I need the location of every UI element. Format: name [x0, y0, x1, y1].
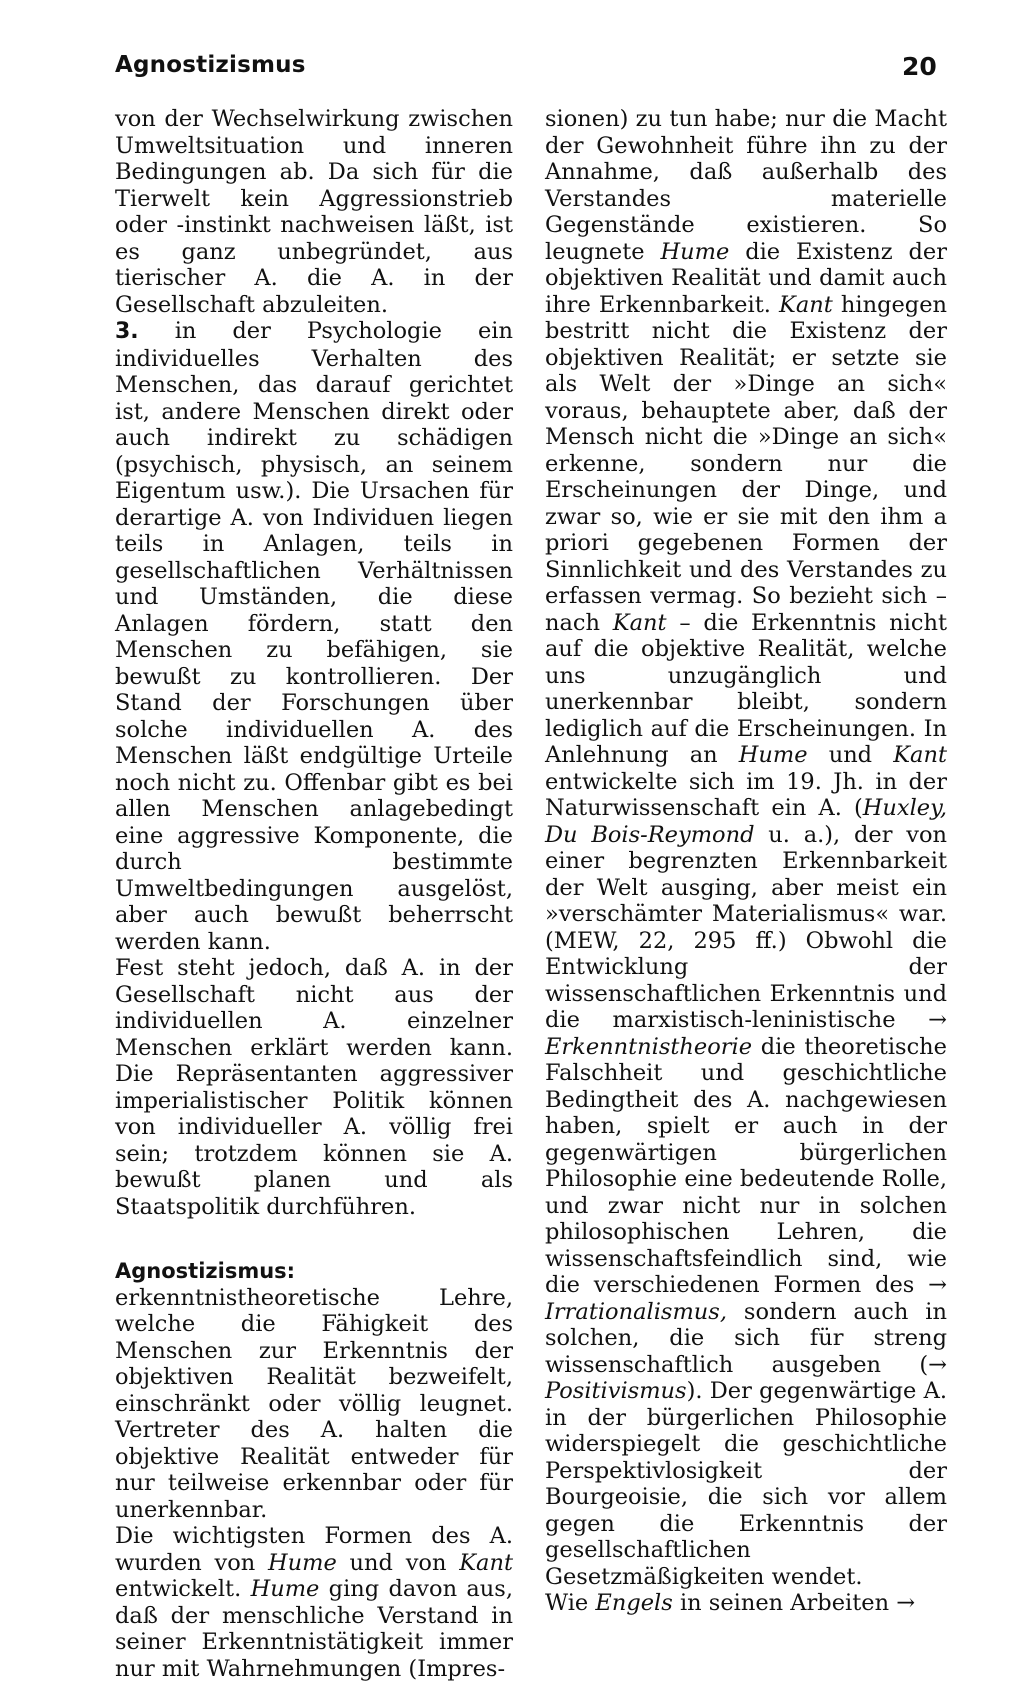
text-run: sionen) zu tun habe; nur die Macht der Gewohnheit führe ihn zu der Annahme, daß außerhalb des Verstandes materielle Gegenstände existieren. So leugnete [545, 106, 947, 265]
right-column [545, 106, 947, 1617]
text-run: Wie [545, 1590, 596, 1616]
running-head: Agnostizismus [115, 52, 306, 78]
text-run: und von [336, 1549, 460, 1576]
left-column [115, 106, 513, 1682]
name-kant: Kant [893, 742, 947, 768]
name-hume: Hume [660, 238, 730, 265]
name-hume: Hume [268, 1549, 337, 1576]
text-run: ). Der gegenwärtige A. in der bürgerlichen Philosophie widerspiegelt die geschichtliche Perspektivlosigkeit der Bourgeoisie, die sich vor allem gegen die Erkenntnis der gesellschaftlichen Gesetzmäßigkeiten wendet. [545, 1378, 947, 1590]
name-engels: Engels [595, 1590, 673, 1616]
item-number: 3. [115, 319, 139, 344]
arrow-icon: → [928, 1272, 947, 1298]
cross-reference-erkenntnistheorie[interactable]: Erkenntnistheorie [545, 1033, 753, 1060]
text-run: ging davon aus, daß der menschliche Verstand in seiner Erkenntnistätigkeit immer nur mit Wahrnehmungen (Impres- [115, 1576, 513, 1682]
arrow-icon: → [896, 1590, 916, 1616]
text-run: entwickelt. [115, 1576, 251, 1602]
paragraph [545, 106, 947, 1590]
text-run: sondern auch in solchen, die sich für streng wissenschaftlich ausgeben ( [545, 1298, 947, 1378]
text-run: die theoretische Falschheit und geschichtliche Bedingtheit des A. nachgewiesen haben, spielt er auch in der gegenwärtigen bürgerlichen Philosophie eine bedeutende Rolle, und zwar nicht nur in solchen philosophischen Lehren, die wissenschaftsfeindlich sind, wie die verschiedenen Formen des [545, 1033, 947, 1298]
name-hume: Hume [250, 1576, 320, 1602]
text-run: und [807, 742, 894, 768]
cross-reference-positivismus[interactable]: Positivismus [545, 1378, 687, 1404]
text-run: die Existenz der objektiven Realität und damit auch ihre Erkennbarkeit. [545, 238, 947, 318]
arrow-icon: → [928, 1351, 947, 1378]
paragraph-text: in der Psychologie ein individuelles Verhalten des Menschen, das darauf gerichtet ist, andere Menschen direkt oder auch indirekt zu schädigen (psychisch, physisch, an seinem Eigentum usw.). Die Ursachen für derartige A. von Individuen liegen teils in Anlagen, teils in gesellschaftlichen Verhältnissen und Umständen, die diese Anlagen fördern, statt den Menschen zu befähigen, sie bewußt zu kontrollieren. Der Stand der Forschungen über solche individuellen A. des Menschen läßt endgültige Urteile noch nicht zu. Offenbar gibt es bei allen Menschen anlagebedingt eine aggressive Komponente, die durch bestimmte Umweltbedingungen ausgelöst, aber auch bewußt beherrscht werden kann. [115, 318, 513, 955]
text-run: – die Erkenntnis nicht auf die objektive Realität, welche uns unzugänglich und unerkennbar bleibt, sondern lediglich auf die Erscheinungen. In Anlehnung an [545, 609, 948, 768]
paragraph [115, 1523, 513, 1682]
paragraph: Fest steht jedoch, daß A. in der Gesellschaft nicht aus der individuellen A. einzelner Menschen erklärt werden kann. Die Repräsentanten aggressiver imperialistischer Politik können von individueller A. völlig frei sein; trotzdem können sie A. bewußt planen und als Staatspolitik durchführen. [115, 955, 513, 1220]
name-kant: Kant [779, 291, 833, 318]
paragraph-text: erkenntnistheoretische Lehre, welche die Fähigkeit des Menschen zur Erkenntnis der objektiven Realität bezweifelt, einschränkt oder völlig leugnet. Vertreter des A. halten die objektive Realität entweder für nur teilweise erkennbar oder für unerkennbar. [115, 1284, 513, 1523]
entry-paragraph [115, 1258, 513, 1523]
name-kant: Kant [459, 1549, 513, 1576]
paragraph [545, 1590, 947, 1617]
name-hume: Hume [738, 742, 808, 768]
name-kant: Kant [612, 609, 667, 636]
paragraph [115, 318, 513, 955]
text-run: u. a.), der von einer begrenzten Erkennbarkeit der Welt ausging, aber meist ein »verschämter Materialismus« war. (MEW, 22, 295 ff.) Obwohl die Entwicklung der wissenschaftlichen Erkenntnis und die marxistisch-leninistische [545, 821, 947, 1033]
text-run: hingegen bestritt nicht die Existenz der objektiven Realität; er setzte sie als Welt der »Dinge an sich« voraus, behauptete aber, daß der Mensch nicht die »Dinge an sich« erkenne, sondern nur die Erscheinungen der Dinge, und zwar so, wie er sie mit den ihm a priori gegebenen Formen der Sinnlichkeit und des Verstandes zu erfassen vermag. So bezieht sich – nach [545, 291, 947, 636]
text-run: in seinen Arbeiten [672, 1590, 897, 1616]
paragraph: von der Wechselwirkung zwischen Umweltsituation und inneren Bedingungen ab. Da sich für die Tierwelt kein Aggressionstrieb oder -instinkt nachweisen läßt, ist es ganz unbegründet, aus tierischer A. die A. in der Gesellschaft abzuleiten. [115, 106, 513, 318]
entry-headword: Agnostizismus: [115, 1259, 296, 1283]
cross-reference-irrationalismus[interactable]: Irrationalismus, [545, 1298, 727, 1325]
entry-spacer [115, 1220, 513, 1258]
arrow-icon: → [928, 1007, 947, 1033]
text-run: Die wichtigsten Formen des A. wurden von [115, 1523, 513, 1576]
names-huxley-du-bois-reymond: Huxley, Du Bois-Reymond [545, 795, 947, 848]
page-number: 20 [902, 52, 937, 81]
text-run: entwickelte sich im 19. Jh. in der Naturwissenschaft ein A. ( [545, 768, 947, 821]
